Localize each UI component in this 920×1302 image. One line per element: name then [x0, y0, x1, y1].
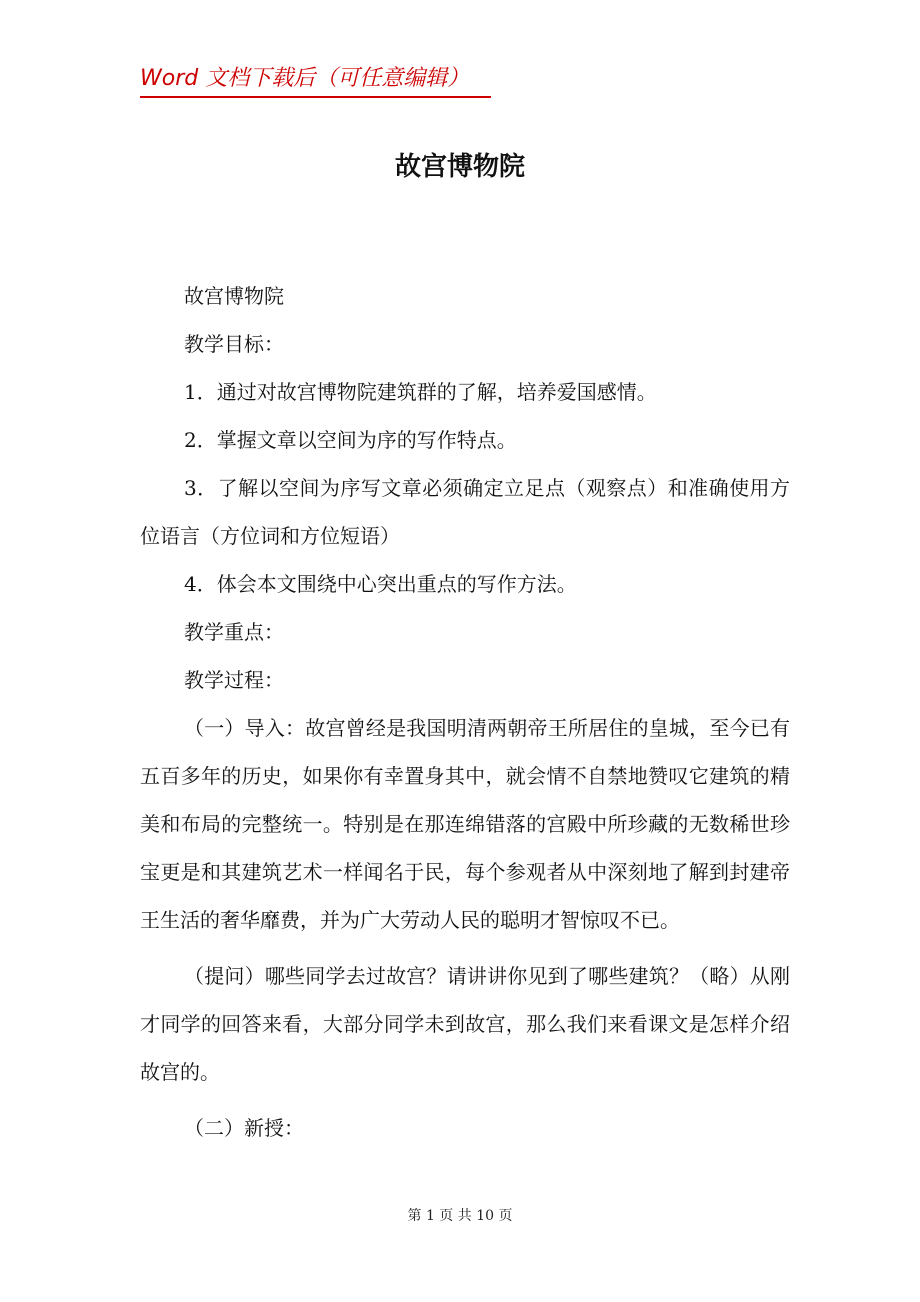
page-footer: 第 1 页 共 10 页 — [407, 1208, 513, 1224]
document-title: 故宫博物院 — [394, 152, 525, 182]
paragraph-objective-3: 3．了解以空间为序写文章必须确定立足点（观察点）和准确使用方位语言（方位词和方位短语） — [140, 476, 790, 548]
paragraph-process-heading: 教学过程： — [184, 668, 284, 692]
paragraph-objective-1: 1．通过对故宫博物院建筑群的了解，培养爱国感情。 — [184, 380, 657, 404]
paragraph-question: （提问）哪些同学去过故宫？请讲讲你见到了哪些建筑？（略）从刚才同学的回答来看，大部分同学未到故宫，那么我们来看课文是怎样介绍故宫的。 — [140, 964, 790, 1084]
download-header: Word 文档下载后（可任意编辑） — [140, 64, 491, 98]
paragraph-introduction: （一）导入：故宫曾经是我国明清两朝帝王所居住的皇城，至今已有五百多年的历史，如果你有幸置身其中，就会情不自禁地赞叹它建筑的精美和布局的完整统一。特别是在那连绵错落的宫殿中所珍藏的无数稀世珍宝更是和其建筑艺术一样闻名于民，每个参观者从中深刻地了解到封建帝王生活的奢华靡费，并为广大劳动人民的聪明才智惊叹不已。 — [140, 716, 790, 932]
paragraph-key-points-heading: 教学重点： — [184, 620, 284, 644]
paragraph-subject: 故宫博物院 — [184, 284, 284, 308]
document-body — [140, 272, 790, 1152]
paragraph-objectives-heading: 教学目标： — [184, 332, 284, 356]
paragraph-objective-2: 2．掌握文章以空间为序的写作特点。 — [184, 428, 517, 452]
paragraph-objective-4: 4．体会本文围绕中心突出重点的写作方法。 — [184, 572, 577, 596]
paragraph-new-lesson: （二）新授： — [184, 1116, 304, 1140]
